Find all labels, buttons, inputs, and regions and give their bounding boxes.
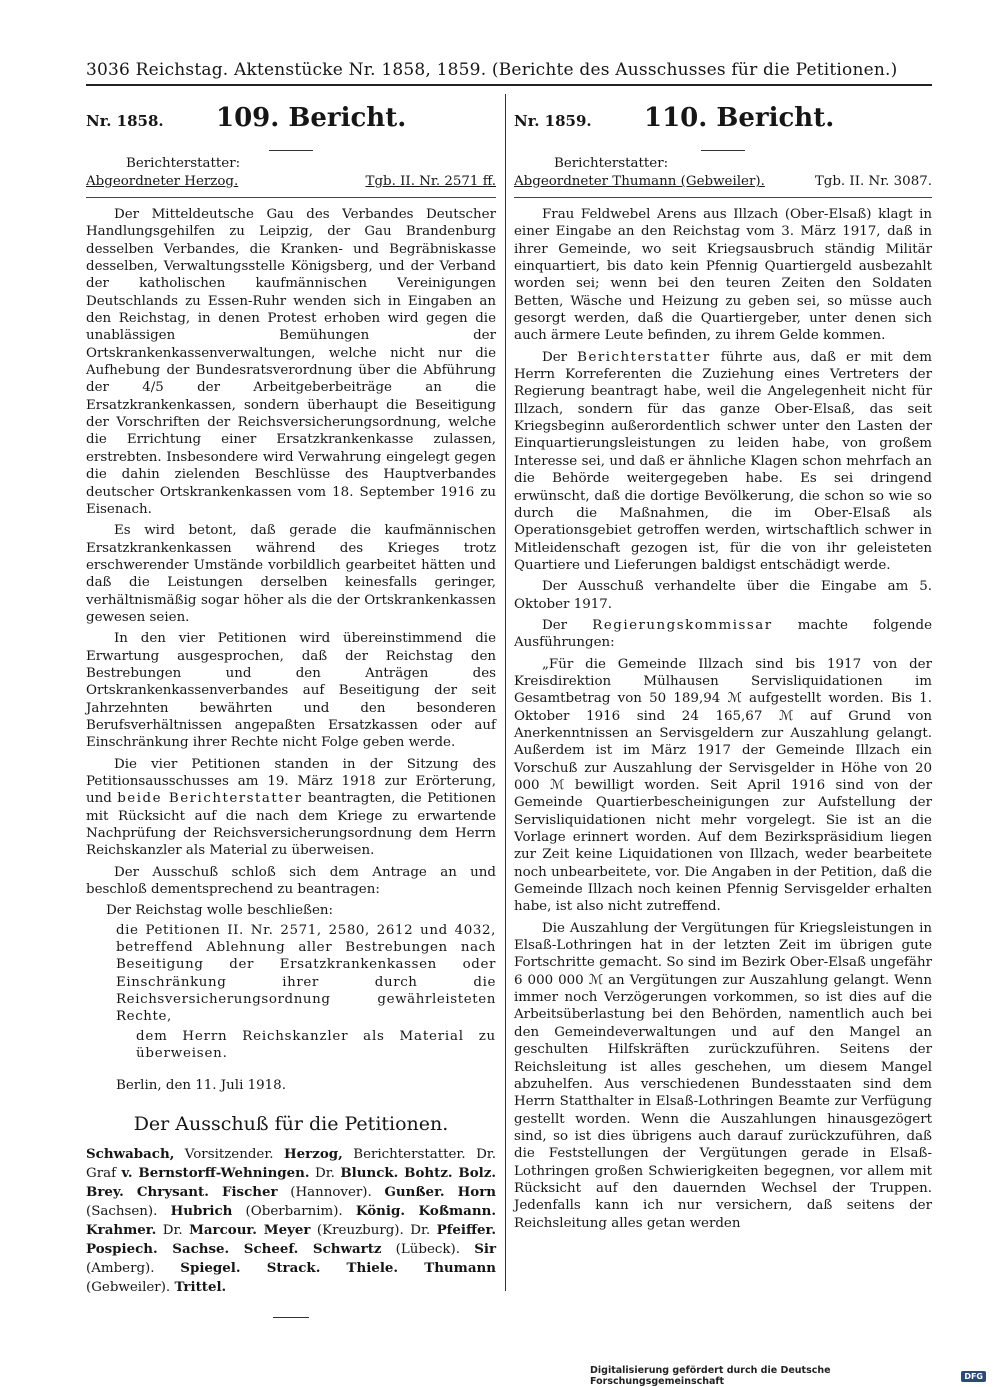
title-rule (269, 150, 313, 151)
member-name: Blunck. Bohtz. Bolz. Brey. Chrysant. Fischer (86, 1165, 497, 1201)
member-name: Hubrich (170, 1203, 233, 1220)
journal-reference: Tgb. II. Nr. 3087. (814, 174, 932, 189)
member-name: Spiegel. Strack. Thiele. Thumann (180, 1260, 496, 1277)
date-line: Berlin, den 11. Juli 1918. (116, 1077, 286, 1093)
reporter-name: Abgeordneter Thumann (Gebweiler). (514, 174, 765, 189)
member-name: v. Bernstorff-Wehningen. (121, 1165, 310, 1182)
member-name: Pfeiffer. Pospiech. Sachse. Scheef. Schwartz (86, 1222, 496, 1258)
document-number: Nr. 1859. (514, 112, 592, 130)
quoted-paragraph: Die Auszahlung der Vergütungen für Kriegsleistungen in Elsaß-Lothringen hat in der letzten Zeit im übrigen gute Fortschritte gemacht. So sind im Bezirk Ober-Elsaß ungefähr 6 000 000 ℳ an Vergütungen zur Auszahlung gelangt. Wenn immer noch Verzögerungen vorkommen, so ist dies auf die Arbeitsüberlastung bei den Behörden, namentlich auch bei den Gemeindeverwaltungen und auf den Mangel an geschulten Hilfskräften zurückzuführen. Seitens der Reichsleitung ist alles geschehen, um diesem Mangel abzuhelfen. Aus verschiedenen Bundesstaaten sind dem Herrn Statthalter in Elsaß-Lothringen Beamte zur Verfügung gestellt worden. Wenn die Auszahlungen hinausgezögert sind, so ist dies übrigens auch darauf zurückzuführen, daß die Feststellungen der Vergütungen gerade in Elsaß-Lothringen großen Schwierigkeiten begegnen, vor allem mit Rücksicht auf den dauernden Wechsel der Truppen. Jedenfalls kann ich nur versichern, daß seitens der Reichsleitung alles getan werden (514, 920, 932, 1231)
reporter-line (86, 173, 496, 191)
spaced-text-run: Berichterstatter (577, 349, 711, 365)
report-title: 109. Bericht. (216, 103, 407, 133)
member-name: Marcour. Meyer (189, 1222, 311, 1239)
resolution-lead: Der Reichstag wolle beschließen: (106, 903, 334, 919)
text-run: beantragten, die Petitionen mit Rücksicht auf die nach dem Kriege zu erwartende Nachprüfung der Reichsversicherungsordnung dem Herrn Reichskanzler als Material zu überweisen. (86, 791, 496, 859)
document-number: Nr. 1858. (86, 112, 164, 130)
text-run: Der (542, 349, 578, 365)
text-run: Die vier Petitionen standen in der Sitzung des Petitionsausschusses am 19. März 1918 zur Erörterung, und (86, 756, 496, 807)
member-note: Dr. (309, 1166, 341, 1182)
paragraph: Der Mitteldeutsche Gau des Verbandes Deutscher Handlungsgehilfen zu Leipzig, der Gau Brandenburg desselben Verbandes, die Kranken- und Begräbniskasse desselben, Verwaltungsstelle Königsberg, und der Verband der katholischen kaufmännischen Vereinigungen Deutschlands zu Essen-Ruhr wenden sich in Eingaben an den Reichstag, in denen Protest erhoben wird gegen die unablässigen Bemühungen der Ortskrankenkassenverwaltungen, welche nicht nur die Aufhebung der Bundesratsverordnung über die Abführung der 4/5 der Arbeitgeberbeiträge an die Ersatzkrankenkassen, sondern überhaupt die Beseitigung der Vorschriften der Reichsversicherungsordnung, welche die Errichtung einer Ersatzkrankenkasse zulassen, erstrebten. Insbesondere wird Verwahrung eingelegt gegen die dahin zielenden Beschlüsse des Hauptverbandes deutscher Ortskrankenkassen vom 18. September 1916 zu Eisenach. (86, 207, 496, 517)
member-note: (Oberbarnim). (232, 1204, 356, 1220)
spaced-text-run: beide Berichterstatter (117, 791, 303, 807)
committee-members (86, 1145, 496, 1297)
member-note: (Hannover). (277, 1185, 385, 1201)
report-heading-right (514, 103, 932, 144)
paragraph: Es wird betont, daß gerade die kaufmännischen Ersatzkrankenkassen während des Krieges trotz erschwerender Umstände vorbildlich gearbeitet hätten und daß die Leistungen derselben keinesfalls geringer, verhältnismäßig sogar höher als die der Ortskrankenkassen gewesen seien. (86, 523, 496, 625)
spaced-text-run: Regierungskommissar (592, 617, 773, 633)
dfg-logo: DFG (961, 1371, 986, 1382)
paragraph: Der Ausschuß schloß sich dem Antrage an und beschloß dementsprechend zu beantragen: (86, 864, 496, 898)
section-rule (86, 197, 496, 198)
member-note: Vorsitzender. (174, 1147, 284, 1163)
member-note: (Kreuzburg). Dr. (310, 1223, 437, 1239)
right-column (514, 92, 932, 1236)
member-name: Gunßer. Horn (384, 1184, 496, 1201)
paragraph: In den vier Petitionen wird übereinstimmend die Erwartung ausgesprochen, daß der Reichstag den Bestrebungen und den Anträgen des Ortskrankenkassenverbandes auf Beseitigung der seit Jahrzehnten bewährten und den besonderen Berufsverhältnissen angepaßten Ersatzkassen oder auf Einschränkung ihrer Rechte nicht Folge geben werde. (86, 631, 496, 751)
title-rule (701, 150, 745, 151)
member-note: Dr. (156, 1223, 190, 1239)
resolution-body: die Petitionen II. Nr. 2571, 2580, 2612 und 4032, betreffend Ablehnung aller Bestrebungen nach Beseitigung der Ersatzkrankenkassen oder Einschränkung ihrer durch die Reichsversicherungsordnung gewährleisteten Rechte, (116, 922, 496, 1025)
reporter-name: Abgeordneter Herzog. (86, 174, 239, 189)
quoted-paragraph: „Für die Gemeinde Illzach sind bis 1917 von der Kreisdirektion Mülhausen Servisliquidationen im Gesamtbetrag von 50 189,94 ℳ aufgestellt worden. Bis 1. Oktober 1916 sind 24 165,67 ℳ auf Grund von Anerkenntnissen an Servisgeldern zur Auszahlung gelangt. Außerdem ist im März 1917 der Gemeinde Illzach ein Vorschuß zur Auszahlung der Servisgelder in Höhe von 20 000 ℳ bewilligt worden. Seit April 1916 sind von der Gemeinde Quartierbescheinigungen zur Aufstellung der Servisliquidationen nicht mehr vorgelegt. Sie ist an die Vorlage erinnert worden. Auf dem Bezirkspräsidium liegen zur Zeit keine Liquidationen von Illzach, weder bearbeitete noch unbearbeitete, vor. Die Angaben in der Petition, daß die Gemeinde Illzach noch keinen Pfennig Servisgelder erhalten habe, ist also nicht zutreffend. (514, 656, 932, 915)
footer-text: Digitalisierung gefördert durch die Deutsche Forschungsgemeinschaft (590, 1365, 831, 1387)
report-title: 110. Bericht. (644, 103, 835, 133)
member-name: Schwabach, (86, 1146, 175, 1163)
text-run: führte aus, daß er mit dem Herrn Korreferenten die Zuziehung eines Vertreters der Regierung beantragt habe, weil die Angelegenheit nicht für Illzach, sondern für das ganze Ober-Elsaß, das seit Kriegsbeginn außerordentlich schwer unter den Lasten der Einquartierungsleistungen zu leiden habe, von großem Interesse sei, und daß er ähnliche Klagen schon mehrfach an die Behörde weitergegeben habe. Es sei dringend erwünscht, daß die dortige Bevölkerung, die schon so wie so durch die Maßnahmen, die im Ober-Elsaß als Operationsgebiet getroffen werden, wirtschaftlich schwer in Mitleidenschaft gezogen ist, für die von ihr geleisteten Quartiere und Lieferungen baldigst entschädigt werde. (514, 349, 932, 573)
reporter-label: Berichterstatter: (554, 156, 669, 171)
left-column (86, 92, 496, 1318)
section-rule (514, 197, 932, 198)
member-name: König. Koßmann. Krahmer. (86, 1203, 496, 1239)
member-note: Berichterstatter. Dr. Graf (86, 1147, 496, 1182)
running-head: 3036 Reichstag. Aktenstücke Nr. 1858, 1859. (Berichte des Ausschusses für die Petitionen.) (86, 60, 898, 80)
member-note: (Amberg). (86, 1261, 181, 1277)
member-note: (Gebweiler). (86, 1280, 175, 1296)
column-divider (505, 94, 506, 1291)
paragraph (514, 617, 932, 652)
paragraph: Der Ausschuß verhandelte über die Eingabe am 5. Oktober 1917. (514, 579, 932, 612)
member-note: (Lübeck). (381, 1242, 475, 1258)
paragraph: Frau Feldwebel Arens aus Illzach (Ober-Elsaß) klagt in einer Eingabe an den Reichstag vom 3. März 1917, daß in ihrer Gemeinde, wo seit Kriegsausbruch ständig Militär einquartiert, bis dato kein Pfennig Quartiergeld ausbezahlt worden sei; wenn bei den teuren Zeiten den Soldaten Betten, Wäsche und Heizung zu geben sei, so müsse auch gesorgt werden, daß die Quartiergeber, unter denen sich auch ärmere Leute befinden, zu ihrem Gelde kommen. (514, 207, 932, 344)
member-name: Sir (474, 1241, 496, 1258)
end-rule (273, 1317, 309, 1318)
paragraph (86, 756, 496, 860)
report-heading-left (86, 103, 496, 144)
paragraph (514, 349, 932, 574)
member-name: Herzog, (283, 1146, 343, 1163)
reporter-label: Berichterstatter: (126, 156, 241, 171)
reporter-line (514, 173, 932, 191)
header-rule (86, 84, 932, 86)
committee-heading: Der Ausschuß für die Petitionen. (133, 1112, 449, 1135)
member-note: (Sachsen). (86, 1204, 171, 1220)
text-run: machte folgende Ausführungen: (514, 617, 932, 651)
digitization-footer (590, 1365, 986, 1387)
journal-reference: Tgb. II. Nr. 2571 ff. (365, 174, 496, 189)
text-run: Der (542, 617, 593, 633)
resolution-end: dem Herrn Reichskanzler als Material zu überweisen. (136, 1028, 496, 1062)
member-name: Trittel. (174, 1279, 227, 1296)
